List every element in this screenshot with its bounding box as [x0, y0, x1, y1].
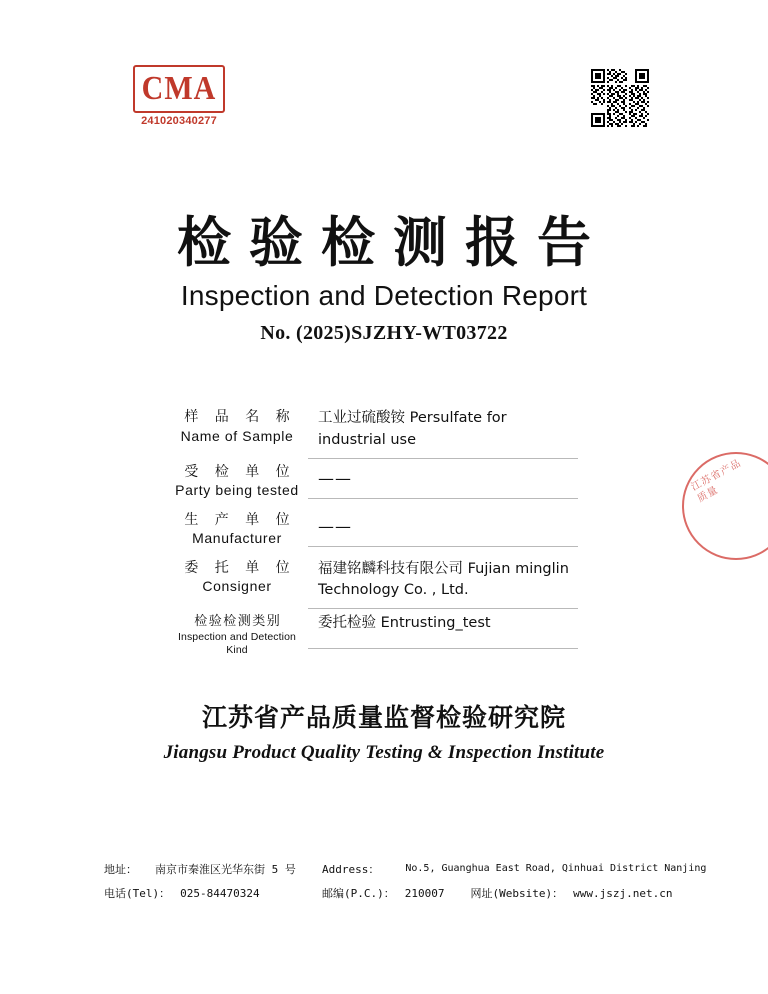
field-manufacturer: [166, 507, 578, 555]
cma-letters: CMA: [141, 69, 217, 107]
field-label-consigner: [166, 555, 308, 596]
footer-address-value-cn: 南京市秦淮区光华东街 5 号: [155, 863, 296, 876]
footer-tel-label: 电话(Tel)：: [104, 887, 171, 901]
institute-name-en: Jiangsu Product Quality Testing & Inspection Institute: [163, 742, 605, 763]
qr-code-icon: [591, 69, 649, 127]
field-label-en: Party being tested: [175, 482, 299, 499]
footer-address-label-en: Address：: [322, 863, 380, 876]
field-label-en: Inspection and Detection Kind: [178, 630, 296, 657]
field-value-consigner: 福建铭麟科技有限公司 Fujian minglin Technology Co. , Ltd.: [308, 555, 578, 610]
field-label-sample-name: [166, 404, 308, 445]
footer-website-value[interactable]: www.jszj.net.cn: [573, 887, 673, 901]
field-label-cn: 生 产 单 位: [184, 511, 296, 528]
seal-text: 江苏省产品质量: [689, 457, 744, 505]
field-value-party-being-tested: ——: [308, 459, 578, 499]
official-seal-stamp: [682, 452, 768, 560]
field-label-cn: 检验检测类别: [194, 614, 282, 629]
field-consigner: [166, 555, 578, 610]
field-party-being-tested: [166, 459, 578, 507]
footer-postcode-value: 210007: [404, 887, 445, 901]
field-label-en: Name of Sample: [180, 427, 294, 444]
field-inspection-kind: [166, 609, 578, 658]
footer: [104, 858, 744, 906]
field-label-cn: 受 检 单 位: [184, 463, 296, 480]
cma-certificate-number: 241020340277: [141, 115, 217, 127]
page-title-cn: 检验检测报告: [177, 211, 609, 274]
field-label-cn: 委 托 单 位: [184, 559, 296, 576]
footer-postcode-label: 邮编(P.C.)：: [322, 887, 395, 901]
field-label-manufacturer: [166, 507, 308, 548]
footer-contact-row: [104, 882, 744, 906]
field-value-manufacturer: ——: [308, 507, 578, 547]
footer-address-label-cn: 地址：: [104, 863, 137, 876]
field-label-party-being-tested: [166, 459, 308, 500]
report-fields: [166, 404, 578, 658]
field-label-en: Consigner: [202, 578, 272, 595]
cma-mark: [133, 65, 225, 113]
page-title-en: Inspection and Detection Report: [180, 280, 588, 311]
field-value-sample-name: 工业过硫酸铵 Persulfate for industrial use: [308, 404, 578, 459]
footer-address-value-en: No.5, Guanghua East Road, Qinhuai District Nanjing: [405, 863, 707, 874]
footer-website-label: 网址(Website)：: [470, 887, 564, 901]
report-number: No. (2025)SJZHY-WT03722: [260, 322, 508, 344]
field-sample-name: [166, 404, 578, 459]
field-label-inspection-kind: [166, 609, 308, 658]
institute-name-cn: 江苏省产品质量监督检验研究院: [201, 703, 566, 732]
field-label-en: Manufacturer: [192, 530, 282, 547]
field-value-inspection-kind: 委托检验 Entrusting_test: [308, 609, 578, 649]
field-label-cn: 样 品 名 称: [184, 409, 296, 425]
footer-address-row: [104, 858, 744, 882]
footer-tel-value: 025-84470324: [180, 887, 260, 901]
cma-logo: [133, 65, 225, 127]
